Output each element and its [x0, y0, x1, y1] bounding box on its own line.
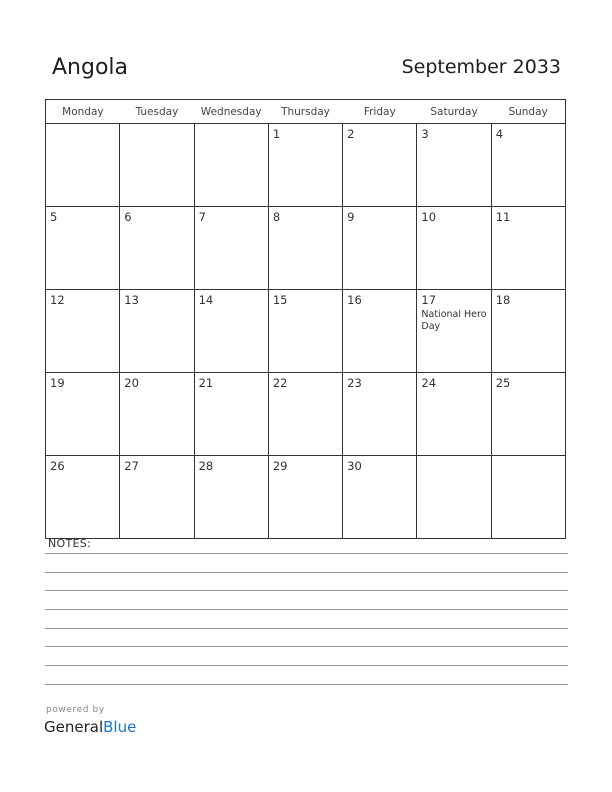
day-cell	[194, 124, 268, 207]
day-cell	[491, 124, 565, 207]
holiday-label: National Hero Day	[421, 309, 487, 332]
day-cell	[194, 456, 268, 539]
week-row	[46, 290, 566, 373]
note-line	[45, 646, 568, 647]
day-number: 19	[50, 376, 65, 390]
week-row	[46, 207, 566, 290]
day-number: 13	[124, 293, 139, 307]
weekday-friday: Friday	[343, 100, 417, 124]
weekday-wednesday: Wednesday	[194, 100, 268, 124]
day-number: 12	[50, 293, 65, 307]
day-number: 24	[421, 376, 437, 390]
day-cell	[194, 373, 268, 456]
day-number: 18	[495, 293, 511, 307]
week-row	[46, 456, 566, 539]
day-number: 17	[421, 293, 437, 307]
day-cell	[268, 207, 342, 290]
day-number: 3	[421, 127, 429, 141]
brand-blue-text: Blue	[103, 718, 137, 736]
day-cell	[343, 290, 417, 373]
day-number: 4	[495, 127, 504, 141]
day-cell	[417, 207, 491, 290]
day-cell	[417, 456, 491, 539]
day-number: 27	[124, 459, 139, 473]
week-row	[46, 373, 566, 456]
day-cell	[46, 290, 120, 373]
day-number: 6	[124, 210, 132, 224]
week-row	[46, 124, 566, 207]
day-number: 7	[198, 210, 206, 224]
day-number: 28	[198, 459, 214, 473]
day-cell	[120, 290, 194, 373]
day-cell	[491, 290, 565, 373]
weekday-thursday: Thursday	[268, 100, 342, 124]
day-number: 15	[272, 293, 288, 307]
day-number: 20	[124, 376, 139, 390]
day-number: 26	[50, 459, 65, 473]
day-number: 14	[198, 293, 214, 307]
day-number: 5	[50, 210, 58, 224]
day-cell	[491, 207, 565, 290]
day-cell	[120, 456, 194, 539]
day-cell	[417, 373, 491, 456]
generalblue-logo	[44, 718, 136, 736]
weekday-tuesday: Tuesday	[120, 100, 194, 124]
weekday-saturday: Saturday	[417, 100, 491, 124]
powered-by-text: powered by	[46, 705, 105, 715]
day-cell	[46, 207, 120, 290]
weekday-header-row	[46, 100, 566, 124]
day-cell	[343, 207, 417, 290]
day-cell	[120, 207, 194, 290]
day-cell	[491, 373, 565, 456]
day-number: 22	[272, 376, 288, 390]
month-title: September 2033	[401, 56, 561, 78]
note-line	[45, 609, 568, 610]
day-number: 30	[347, 459, 362, 473]
weekday-monday: Monday	[46, 100, 120, 124]
day-number: 25	[495, 376, 511, 390]
day-number: 11	[495, 210, 511, 224]
day-cell	[120, 124, 194, 207]
day-cell	[343, 456, 417, 539]
day-number: 8	[272, 210, 281, 224]
day-cell	[46, 456, 120, 539]
day-cell	[46, 373, 120, 456]
day-cell	[491, 456, 565, 539]
day-number: 2	[347, 127, 355, 141]
day-cell	[120, 373, 194, 456]
note-line	[45, 590, 568, 591]
country-title: Angola	[52, 55, 129, 80]
note-line	[45, 572, 568, 573]
day-cell	[46, 124, 120, 207]
day-number: 16	[347, 293, 362, 307]
day-number: 10	[421, 210, 437, 224]
note-line	[45, 628, 568, 629]
note-line	[45, 684, 568, 685]
note-line	[45, 553, 568, 554]
day-cell	[268, 456, 342, 539]
weekday-sunday: Sunday	[491, 100, 565, 124]
calendar-grid	[45, 99, 566, 539]
notes-label: NOTES:	[48, 537, 92, 550]
day-number: 21	[198, 376, 214, 390]
day-cell	[268, 124, 342, 207]
day-cell	[268, 290, 342, 373]
day-cell	[343, 124, 417, 207]
day-cell	[417, 290, 491, 373]
day-number: 29	[272, 459, 288, 473]
day-number: 23	[347, 376, 362, 390]
day-number: 1	[272, 127, 281, 141]
day-cell	[194, 290, 268, 373]
note-line	[45, 665, 568, 666]
brand-general-text: General	[44, 718, 104, 736]
day-cell	[194, 207, 268, 290]
day-cell	[343, 373, 417, 456]
day-cell	[417, 124, 491, 207]
day-cell	[268, 373, 342, 456]
day-number: 9	[347, 210, 355, 224]
